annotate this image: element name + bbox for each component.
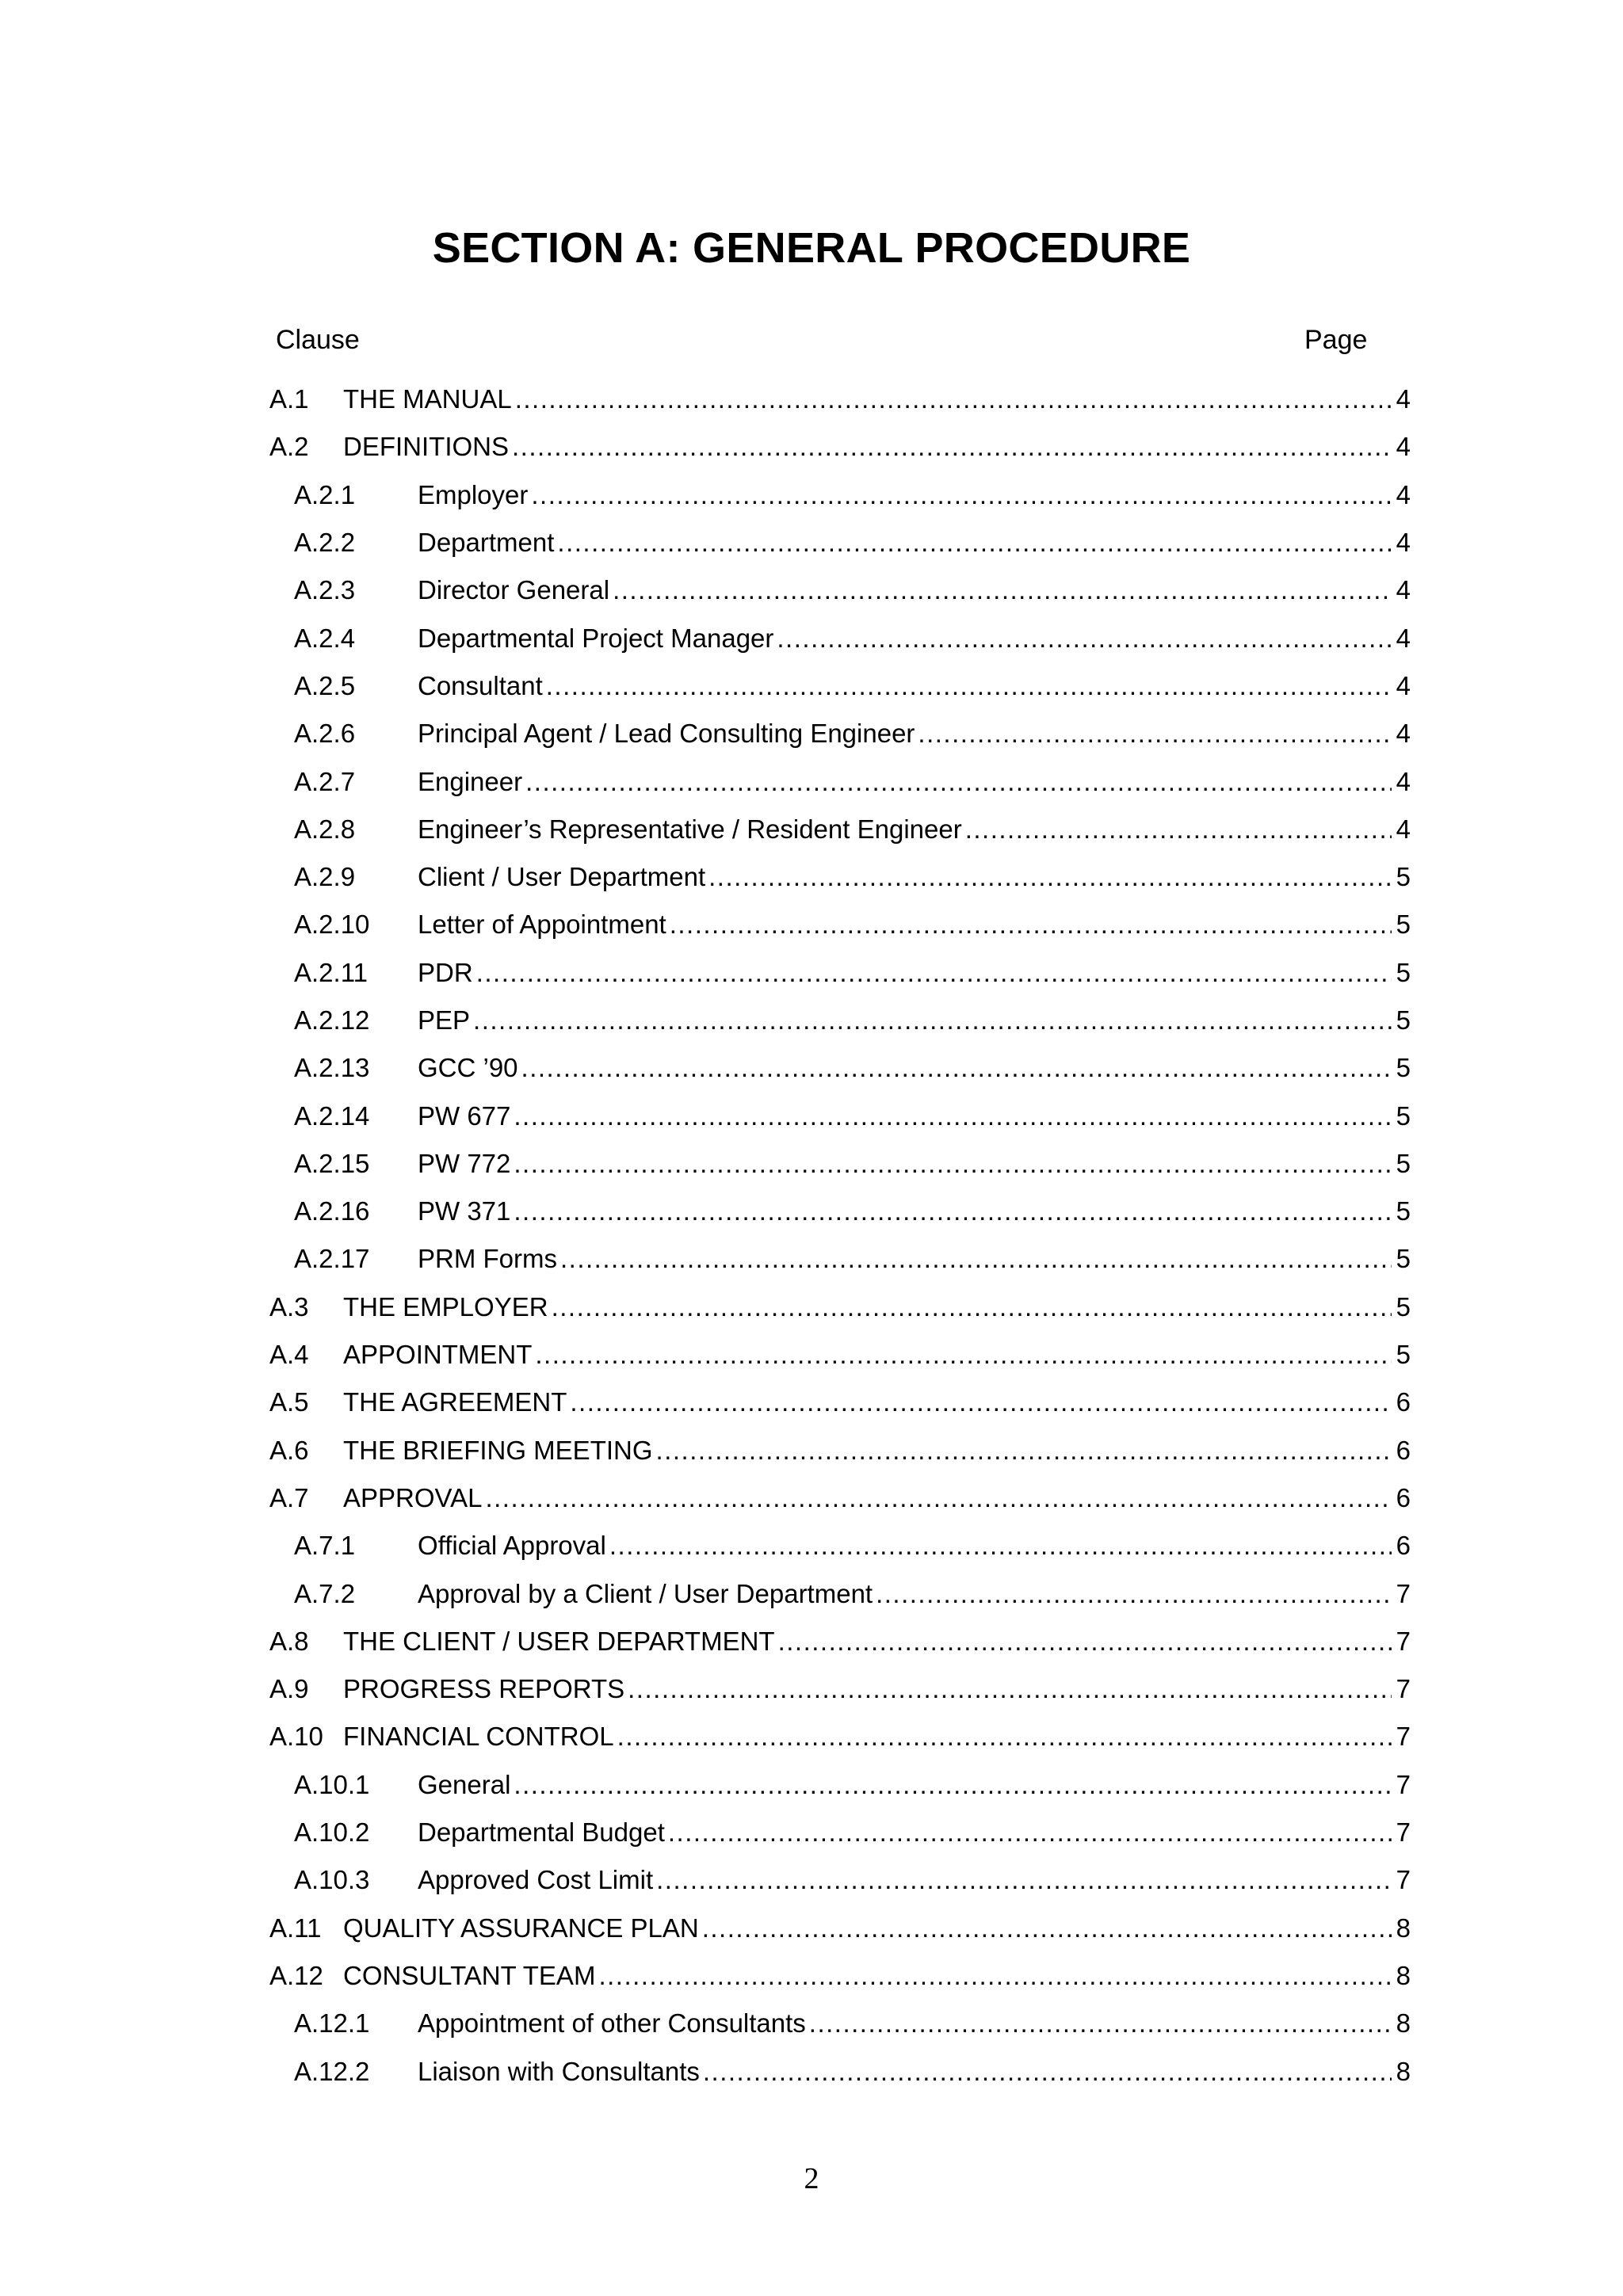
- toc-entry-label: APPOINTMENT: [343, 1340, 533, 1370]
- toc-entry-number: A.12.2: [294, 2056, 370, 2086]
- toc-entry-label: Department: [418, 528, 555, 558]
- toc-entry-page: 4: [1396, 528, 1411, 558]
- toc-entry[interactable]: [269, 614, 1411, 662]
- toc-entry[interactable]: [269, 806, 1411, 853]
- toc-entry-label: Liaison with Consultants: [418, 2056, 700, 2086]
- toc-entry-page: 7: [1396, 1578, 1411, 1608]
- toc-entry-label: Engineer: [418, 766, 523, 796]
- page-column-heading: Page: [1304, 325, 1368, 355]
- toc-entry-number: A.2.12: [294, 1005, 370, 1035]
- toc-entry-number: A.12.1: [294, 2008, 370, 2039]
- dot-leader: [670, 910, 1392, 940]
- toc-entry-number: A.2: [269, 432, 309, 462]
- dot-leader: [656, 1865, 1392, 1895]
- toc-entry-page: 8: [1396, 1960, 1411, 1990]
- toc-entry-label: Letter of Appointment: [418, 910, 666, 940]
- toc-entry-page: 5: [1396, 862, 1411, 892]
- toc-entry-label: PEP: [418, 1005, 471, 1035]
- dot-leader: [512, 432, 1392, 462]
- toc-entry[interactable]: [269, 1761, 1411, 1809]
- toc-entry[interactable]: [269, 1092, 1411, 1139]
- toc-entry-page: 7: [1396, 1722, 1411, 1752]
- toc-entry-label: DEFINITIONS: [343, 432, 510, 462]
- toc-entry[interactable]: [269, 1856, 1411, 1904]
- toc-entry-label: PROGRESS REPORTS: [343, 1674, 625, 1704]
- dot-leader: [628, 1674, 1392, 1704]
- toc-entry-label: Approved Cost Limit: [418, 1865, 654, 1895]
- dot-leader: [708, 862, 1392, 892]
- toc-entry[interactable]: [269, 519, 1411, 566]
- dot-leader: [703, 2057, 1392, 2087]
- dot-leader: [778, 1627, 1392, 1657]
- toc-entry-page: 4: [1396, 479, 1411, 509]
- toc-entry-number: A.2.15: [294, 1148, 370, 1178]
- toc-entry[interactable]: [269, 1188, 1411, 1235]
- toc-entry[interactable]: [269, 1905, 1411, 1952]
- dot-leader: [613, 575, 1392, 605]
- toc-entry[interactable]: [269, 1952, 1411, 2000]
- toc-entry-label: PDR: [418, 957, 473, 987]
- clause-column-heading: Clause: [276, 325, 360, 355]
- toc-entry-page: 5: [1396, 1291, 1411, 1322]
- toc-entry[interactable]: [269, 757, 1411, 805]
- toc-entry-number: A.2.5: [294, 670, 356, 700]
- toc-entry-page: 4: [1396, 623, 1411, 653]
- toc-entry-page: 5: [1396, 1100, 1411, 1131]
- toc-entry-number: A.1: [269, 384, 309, 414]
- toc-entry-page: 4: [1396, 814, 1411, 844]
- toc-entry-page: 4: [1396, 670, 1411, 700]
- toc-entry-number: A.4: [269, 1340, 309, 1370]
- toc-entry-label: Director General: [418, 575, 610, 605]
- toc-entry-number: A.2.8: [294, 814, 356, 844]
- dot-leader: [656, 1436, 1392, 1466]
- dot-leader: [668, 1817, 1392, 1848]
- toc-entry-label: THE BRIEFING MEETING: [343, 1435, 653, 1465]
- toc-entry-page: 8: [1396, 1913, 1411, 1943]
- toc-entry-number: A.3: [269, 1291, 309, 1322]
- toc-entry[interactable]: [269, 949, 1411, 997]
- toc-entry-label: Official Approval: [418, 1531, 606, 1561]
- toc-entry-page: 7: [1396, 1817, 1411, 1848]
- toc-entry-number: A.9: [269, 1674, 309, 1704]
- dot-leader: [514, 1101, 1392, 1131]
- toc-entry[interactable]: [269, 1379, 1411, 1426]
- dot-leader: [473, 1005, 1392, 1035]
- toc-entry-number: A.5: [269, 1387, 309, 1417]
- toc-entry[interactable]: [269, 1283, 1411, 1331]
- toc-entry-number: A.7.2: [294, 1578, 356, 1608]
- dot-leader: [777, 624, 1392, 654]
- toc-entry-number: A.2.10: [294, 910, 370, 940]
- dot-leader: [965, 814, 1392, 845]
- dot-leader: [617, 1722, 1392, 1752]
- toc-entry-page: 5: [1396, 1244, 1411, 1274]
- toc-entry-number: A.2.9: [294, 862, 356, 892]
- dot-leader: [809, 2008, 1392, 2039]
- toc-entry-label: Departmental Project Manager: [418, 623, 774, 653]
- toc-entry-label: PW 677: [418, 1100, 511, 1131]
- page-number: 2: [804, 2162, 819, 2195]
- toc-entry-label: PRM Forms: [418, 1244, 557, 1274]
- toc-entry[interactable]: [269, 2047, 1411, 2095]
- toc-entry-page: 8: [1396, 2056, 1411, 2086]
- dot-leader: [531, 480, 1392, 510]
- table-of-contents: [269, 376, 1411, 2096]
- dot-leader: [918, 719, 1392, 749]
- toc-entry[interactable]: [269, 471, 1411, 519]
- toc-entry-page: 5: [1396, 1196, 1411, 1226]
- toc-entry-page: 6: [1396, 1482, 1411, 1512]
- toc-entry-page: 5: [1396, 1005, 1411, 1035]
- dot-leader: [609, 1531, 1392, 1561]
- dot-leader: [476, 958, 1392, 988]
- toc-entry-page: 7: [1396, 1626, 1411, 1656]
- toc-entry[interactable]: [269, 1522, 1411, 1569]
- toc-entry-label: General: [418, 1769, 511, 1799]
- toc-entry[interactable]: [269, 1044, 1411, 1092]
- dot-leader: [485, 1483, 1392, 1513]
- toc-entry-page: 6: [1396, 1435, 1411, 1465]
- toc-entry-number: A.2.2: [294, 528, 356, 558]
- dot-leader: [535, 1340, 1392, 1370]
- toc-entry-number: A.2.13: [294, 1053, 370, 1083]
- toc-entry-number: A.10: [269, 1722, 323, 1752]
- toc-entry-label: THE AGREEMENT: [343, 1387, 567, 1417]
- dot-leader: [514, 1770, 1392, 1800]
- toc-entry[interactable]: [269, 1427, 1411, 1474]
- toc-entry[interactable]: [269, 997, 1411, 1044]
- toc-entry-page: 6: [1396, 1387, 1411, 1417]
- toc-entry-page: 5: [1396, 1053, 1411, 1083]
- toc-entry[interactable]: [269, 1618, 1411, 1665]
- toc-entry-page: 7: [1396, 1865, 1411, 1895]
- toc-entry-number: A.2.6: [294, 719, 356, 749]
- toc-entry-label: Consultant: [418, 670, 543, 700]
- toc-entry-page: 8: [1396, 2008, 1411, 2039]
- toc-entry-page: 5: [1396, 1148, 1411, 1178]
- toc-entry-number: A.2.14: [294, 1100, 370, 1131]
- dot-leader: [514, 1196, 1392, 1226]
- toc-entry-page: 7: [1396, 1674, 1411, 1704]
- toc-entry-page: 5: [1396, 910, 1411, 940]
- toc-entry[interactable]: [269, 1474, 1411, 1522]
- toc-entry-page: 5: [1396, 1340, 1411, 1370]
- dot-leader: [552, 1292, 1392, 1322]
- toc-entry[interactable]: [269, 1331, 1411, 1379]
- toc-entry[interactable]: [269, 1235, 1411, 1283]
- toc-entry-number: A.8: [269, 1626, 309, 1656]
- toc-entry-page: 5: [1396, 957, 1411, 987]
- toc-entry-number: A.10.3: [294, 1865, 370, 1895]
- toc-entry-label: GCC ’90: [418, 1053, 518, 1083]
- toc-entry-number: A.10.2: [294, 1817, 370, 1848]
- dot-leader: [514, 1149, 1392, 1179]
- toc-entry-number: A.6: [269, 1435, 309, 1465]
- toc-entry-label: QUALITY ASSURANCE PLAN: [343, 1913, 699, 1943]
- toc-entry-label: APPROVAL: [343, 1482, 483, 1512]
- toc-entry-page: 4: [1396, 766, 1411, 796]
- toc-entry[interactable]: [269, 2000, 1411, 2047]
- toc-entry-page: 6: [1396, 1531, 1411, 1561]
- toc-entry-label: Departmental Budget: [418, 1817, 665, 1848]
- toc-entry-page: 4: [1396, 719, 1411, 749]
- toc-entry-number: A.10.1: [294, 1769, 370, 1799]
- toc-entry[interactable]: [269, 1569, 1411, 1617]
- toc-entry[interactable]: [269, 376, 1411, 423]
- toc-entry-page: 4: [1396, 575, 1411, 605]
- dot-leader: [525, 767, 1392, 797]
- toc-entry[interactable]: [269, 901, 1411, 948]
- dot-leader: [570, 1387, 1392, 1417]
- toc-entry-number: A.2.7: [294, 766, 356, 796]
- toc-entry-number: A.2.11: [294, 957, 368, 987]
- dot-leader: [598, 1961, 1392, 1991]
- toc-entry[interactable]: [269, 1713, 1411, 1760]
- toc-entry-label: Appointment of other Consultants: [418, 2008, 806, 2039]
- toc-entry-label: Principal Agent / Lead Consulting Engineer: [418, 719, 915, 749]
- toc-entry-label: PW 772: [418, 1148, 511, 1178]
- section-title: SECTION A: GENERAL PROCEDURE: [432, 224, 1191, 272]
- toc-entry[interactable]: [269, 853, 1411, 901]
- toc-entry-number: A.11: [269, 1913, 322, 1943]
- toc-entry[interactable]: [269, 423, 1411, 471]
- toc-entry-label: CONSULTANT TEAM: [343, 1960, 596, 1990]
- toc-entry-label: Approval by a Client / User Department: [418, 1578, 873, 1608]
- toc-entry-page: 7: [1396, 1769, 1411, 1799]
- toc-entry-number: A.2.3: [294, 575, 356, 605]
- toc-entry-label: FINANCIAL CONTROL: [343, 1722, 614, 1752]
- toc-entry-label: PW 371: [418, 1196, 511, 1226]
- toc-entry-label: Employer: [418, 479, 529, 509]
- toc-entry[interactable]: [269, 710, 1411, 757]
- toc-entry[interactable]: [269, 662, 1411, 710]
- toc-entry-label: Engineer’s Representative / Resident Engineer: [418, 814, 962, 844]
- toc-entry-label: Client / User Department: [418, 862, 706, 892]
- toc-entry-number: A.2.1: [294, 479, 356, 509]
- toc-entry-label: THE CLIENT / USER DEPARTMENT: [343, 1626, 775, 1656]
- toc-entry-page: 4: [1396, 432, 1411, 462]
- toc-entry[interactable]: [269, 1665, 1411, 1713]
- toc-entry-number: A.2.16: [294, 1196, 370, 1226]
- dot-leader: [560, 1244, 1392, 1274]
- toc-entry[interactable]: [269, 1809, 1411, 1856]
- toc-entry-page: 4: [1396, 384, 1411, 414]
- toc-entry[interactable]: [269, 566, 1411, 614]
- toc-entry-number: A.2.17: [294, 1244, 370, 1274]
- toc-entry[interactable]: [269, 1140, 1411, 1188]
- dot-leader: [515, 384, 1392, 414]
- toc-entry-number: A.2.4: [294, 623, 356, 653]
- dot-leader: [557, 528, 1392, 558]
- toc-entry-label: THE MANUAL: [343, 384, 512, 414]
- dot-leader: [546, 671, 1392, 701]
- dot-leader: [521, 1053, 1392, 1083]
- toc-entry-number: A.7.1: [294, 1531, 356, 1561]
- toc-entry-number: A.7: [269, 1482, 309, 1512]
- toc-entry-label: THE EMPLOYER: [343, 1291, 548, 1322]
- dot-leader: [876, 1579, 1392, 1609]
- toc-entry-number: A.12: [269, 1960, 323, 1990]
- dot-leader: [702, 1913, 1392, 1943]
